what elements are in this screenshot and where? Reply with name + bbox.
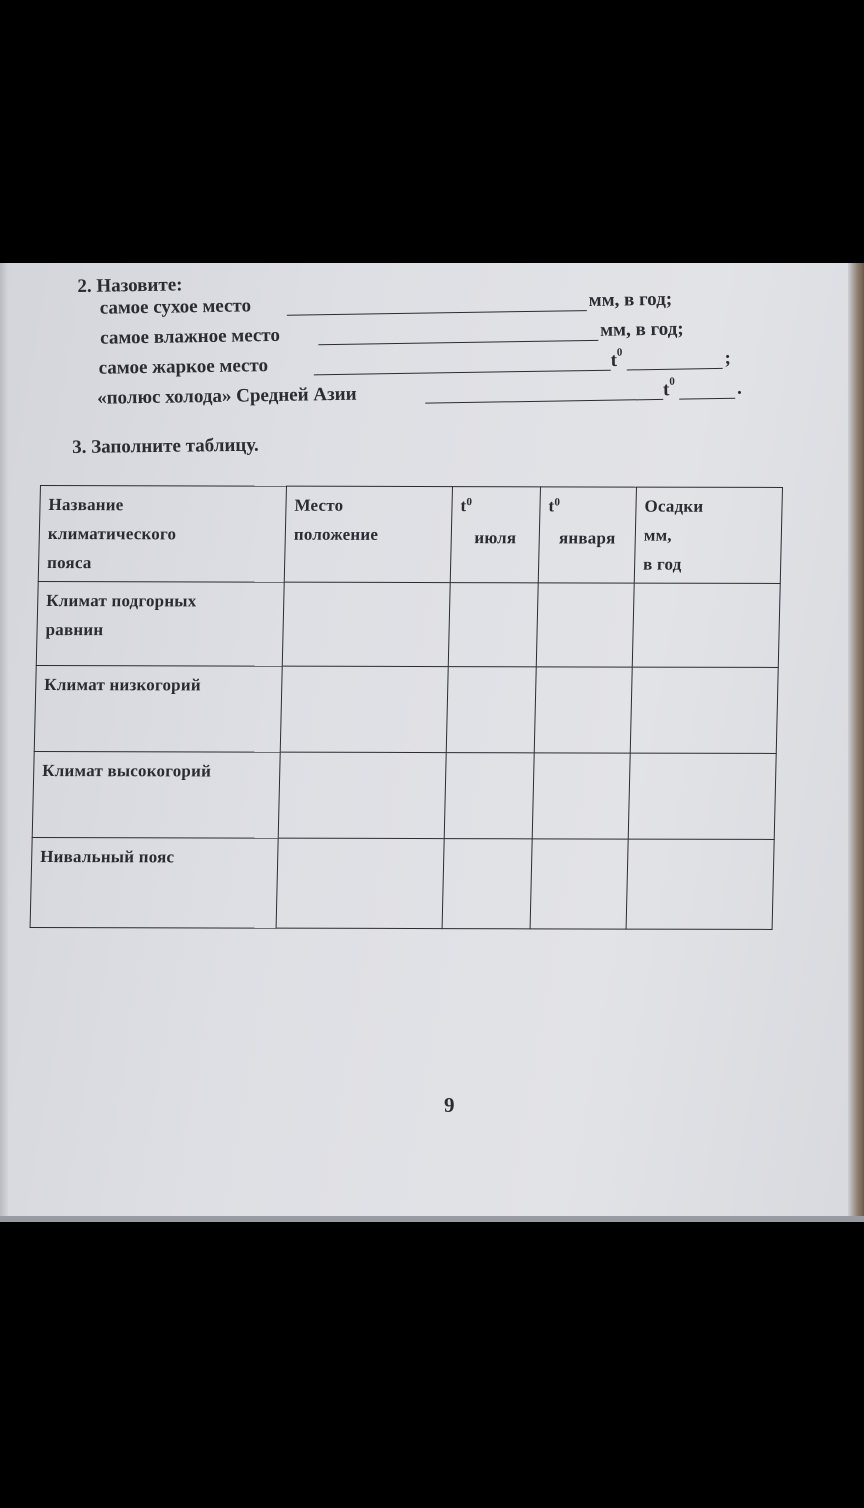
page-number: 9 — [444, 1093, 455, 1117]
dry-place-blank — [287, 310, 587, 316]
table-row — [36, 582, 780, 668]
answer-cell[interactable] — [276, 838, 444, 928]
cold-pole-temp-symbol: $t^0$ — [662, 375, 675, 401]
cold-pole-blank — [425, 399, 663, 404]
hot-place-blank — [314, 370, 611, 376]
answer-cell[interactable] — [632, 583, 780, 667]
row-name-cell: Нивальный пояс — [30, 838, 278, 929]
answer-cell[interactable] — [536, 583, 634, 667]
table-row — [32, 752, 776, 840]
answer-cell[interactable] — [626, 839, 774, 929]
table-row — [34, 666, 778, 754]
answer-cell[interactable] — [278, 752, 446, 838]
table-row — [30, 838, 774, 930]
answer-cell[interactable] — [280, 666, 448, 752]
cold-pole-temp-blank — [679, 398, 735, 400]
task-3-title: 3. Заполните таблицу. — [72, 434, 259, 458]
page-right-edge — [848, 263, 864, 1220]
hot-place-end: ; — [724, 347, 732, 369]
row-name-cell: Климат низкогорий — [34, 666, 282, 753]
climate-table — [30, 485, 782, 915]
answer-cell[interactable] — [442, 839, 532, 929]
row-name-cell: Климат высокогорий — [32, 752, 280, 839]
wet-place-label: самое влажное место — [100, 324, 281, 349]
table-header-row — [38, 486, 782, 584]
cold-pole-label: «полюс холода» Средней Азии — [96, 383, 357, 409]
answer-cell[interactable] — [282, 582, 450, 666]
answer-cell[interactable] — [446, 667, 536, 753]
hot-place-temp-blank — [627, 368, 723, 371]
answer-cell[interactable] — [630, 667, 778, 753]
page-bottom-edge — [0, 1216, 864, 1222]
wet-place-unit: мм, в год; — [599, 318, 684, 341]
workbook-page — [0, 263, 864, 1220]
answer-cell[interactable] — [532, 753, 630, 839]
task-2-title: 2. Назовите: — [77, 274, 183, 298]
answer-cell[interactable] — [628, 753, 776, 839]
dry-place-label: самое сухое место — [99, 295, 252, 319]
cold-pole-end: . — [736, 377, 742, 399]
header-location: Место положение — [284, 486, 452, 582]
answer-cell[interactable] — [444, 753, 534, 839]
dry-place-unit: мм, в год; — [588, 288, 673, 312]
hot-place-temp-symbol: $t^0$ — [610, 346, 623, 372]
task-2 — [0, 263, 864, 419]
header-zone-name: Название климатического пояса — [38, 486, 286, 583]
answer-cell[interactable] — [530, 839, 628, 929]
row-name-cell: Климат подгорных равнин — [36, 582, 284, 667]
header-july-temp: $t^0$ июля — [450, 487, 540, 583]
header-precipitation: Осадки мм, в год — [634, 487, 782, 583]
wet-place-blank — [318, 340, 598, 345]
answer-cell[interactable] — [534, 667, 632, 753]
answer-cell[interactable] — [448, 583, 538, 667]
header-january-temp: $t^0$ января — [538, 487, 636, 583]
hot-place-label: самое жаркое место — [98, 355, 269, 379]
